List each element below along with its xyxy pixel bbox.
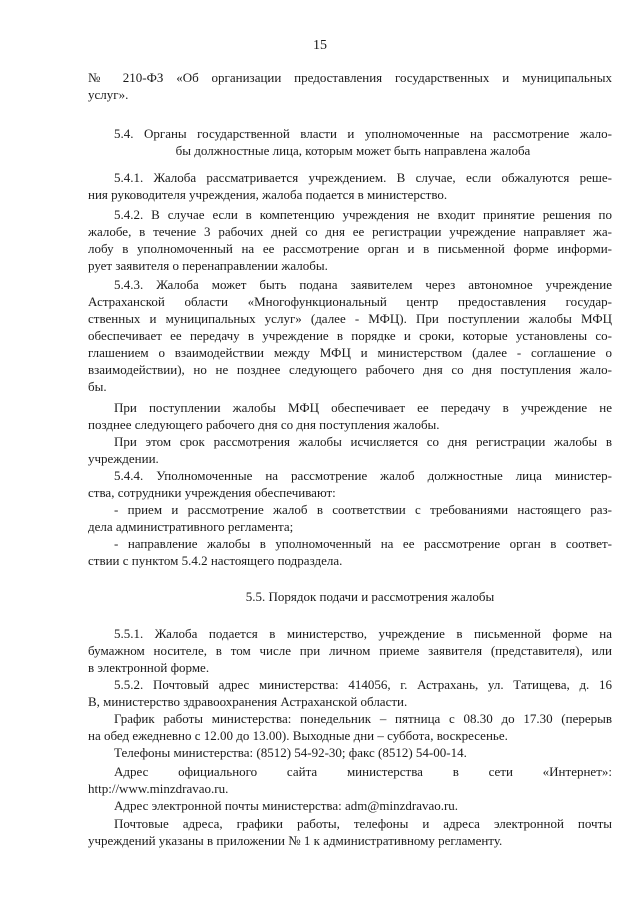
text-line: В, министерство здравоохранения Астраханской области. xyxy=(88,694,408,709)
text-line: № 210-ФЗ «Об организации предоставления государственных и муниципальных xyxy=(88,70,612,85)
intro-paragraph xyxy=(88,69,612,103)
site-url: http://www.minzdravao.ru. xyxy=(88,781,229,796)
paragraph-5-4-1 xyxy=(88,169,612,203)
paragraph-5-4-3-term xyxy=(88,433,612,467)
text-line: позднее следующего рабочего дня со дня поступления жалобы. xyxy=(88,417,440,432)
list-item-reception xyxy=(88,501,612,535)
page-number: 15 xyxy=(313,38,327,53)
text-line: на обед ежедневно с 12.00 до 13.00). Выходные дни – суббота, воскресенье. xyxy=(88,728,508,743)
heading-line: бы должностные лица, которым может быть направлена жалоба xyxy=(175,143,531,158)
text-line: 5.4.4. Уполномоченные на рассмотрение жалоб должностные лица министер- xyxy=(114,468,612,483)
text-line: в электронной форме. xyxy=(88,660,210,675)
text-line: обеспечивает ее передачу в учреждение в порядке и сроки, которые установлены со- xyxy=(88,328,612,343)
paragraph-5-4-3 xyxy=(88,276,612,395)
text-line: глашением о взаимодействии между МФЦ и министерством (далее - соглашение о xyxy=(88,345,612,360)
text-line: дела административного регламента; xyxy=(88,519,294,534)
text-line: 5.4.2. В случае если в компетенцию учреждения не входит принятие решения по xyxy=(114,207,612,222)
text-line: ства, сотрудники учреждения обеспечивают: xyxy=(88,485,336,500)
list-item-forwarding xyxy=(88,535,612,569)
text-line: Телефоны министерства: (8512) 54-92-30; факс (8512) 54-00-14. xyxy=(114,745,467,760)
heading-line: 5.5. Порядок подачи и рассмотрения жалобы xyxy=(245,589,495,604)
paragraph-5-4-3-mfc xyxy=(88,399,612,433)
paragraph-5-5-2 xyxy=(88,676,612,710)
paragraph-5-4-4 xyxy=(88,467,612,501)
closing-paragraph xyxy=(88,815,612,849)
text-line: учреждении. xyxy=(88,451,159,466)
email-paragraph xyxy=(88,797,612,814)
text-line: ственных и муниципальных услуг» (далее - МФЦ). При поступлении жалобы МФЦ xyxy=(88,311,612,326)
text-line: лобу в уполномоченный на ее рассмотрение орган и в письменной форме информи- xyxy=(88,241,612,256)
section-heading-5-4 xyxy=(114,125,612,159)
text-line: Почтовые адреса, графики работы, телефоны и адреса электронной почты xyxy=(114,816,612,831)
text-line: жалобе, в течение 3 рабочих дней со дня ее регистрации учреждение направляет жа- xyxy=(88,224,612,239)
text-line: услуг». xyxy=(88,87,129,102)
text-line: бы. xyxy=(88,379,107,394)
site-paragraph xyxy=(88,763,612,797)
paragraph-5-5-1 xyxy=(88,625,612,676)
paragraph-5-4-2 xyxy=(88,206,612,274)
text-line: При поступлении жалобы МФЦ обеспечивает ее передачу в учреждение не xyxy=(114,400,612,415)
text-line: При этом срок рассмотрения жалобы исчисляется со дня регистрации жалобы в xyxy=(114,434,612,449)
text-line: 5.5.2. Почтовый адрес министерства: 414056, г. Астрахань, ул. Татищева, д. 16 xyxy=(114,677,612,692)
text-line: - прием и рассмотрение жалоб в соответствии с требованиями настоящего раз- xyxy=(114,502,612,517)
text-line: взаимодействии), но не позднее следующего рабочего дня со дня поступления жало- xyxy=(88,362,612,377)
text-line: График работы министерства: понедельник – пятница с 08.30 до 17.30 (перерыв xyxy=(114,711,612,726)
schedule-paragraph xyxy=(88,710,612,744)
text-line: рует заявителя о перенаправлении жалобы. xyxy=(88,258,328,273)
text-line: ствии с пунктом 5.4.2 настоящего подраздела. xyxy=(88,553,343,568)
text-line: Адрес официального сайта министерства в сети «Интернет»: xyxy=(114,764,612,779)
text-line: учреждений указаны в приложении № 1 к административному регламенту. xyxy=(88,833,503,848)
text-line: Астраханской области «Многофункциональный центр предоставления государ- xyxy=(88,294,612,309)
text-line: Адрес электронной почты министерства: adm@minzdravao.ru. xyxy=(114,798,459,813)
heading-line: 5.4. Органы государственной власти и уполномоченные на рассмотрение жало- xyxy=(114,126,612,141)
text-line: 5.5.1. Жалоба подается в министерство, учреждение в письменной форме на xyxy=(114,626,612,641)
text-line: бумажном носителе, в том числе при личном приеме заявителя (представителя), или xyxy=(88,643,612,658)
text-line: 5.4.3. Жалоба может быть подана заявителем через автономное учреждение xyxy=(114,277,612,292)
text-line: - направление жалобы в уполномоченный на ее рассмотрение орган в соответ- xyxy=(114,536,612,551)
phones-paragraph xyxy=(88,744,612,761)
section-heading-5-5 xyxy=(88,588,612,605)
text-line: 5.4.1. Жалоба рассматривается учреждением. В случае, если обжалуются реше- xyxy=(114,170,612,185)
text-line: ния руководителя учреждения, жалоба подается в министерство. xyxy=(88,187,448,202)
